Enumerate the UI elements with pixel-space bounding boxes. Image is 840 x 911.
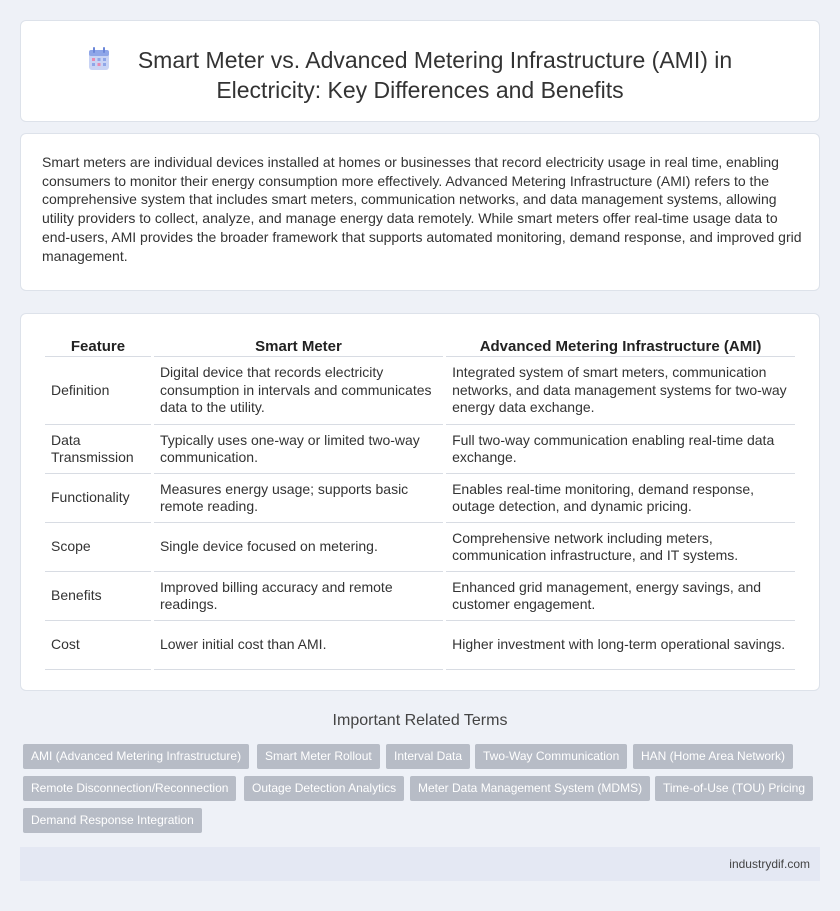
cell-feature: Data Transmission — [45, 425, 151, 474]
related-term-tag[interactable]: Remote Disconnection/Reconnection — [23, 776, 236, 801]
header-feature: Feature — [45, 334, 151, 357]
cell-smart-meter: Single device focused on metering. — [154, 523, 443, 572]
intro-card — [20, 133, 820, 291]
related-term-tag[interactable]: Demand Response Integration — [23, 808, 202, 833]
related-term-tag[interactable]: Smart Meter Rollout — [257, 744, 380, 769]
cell-ami: Integrated system of smart meters, communication networks, and data management systems for two-way energy data exchange. — [446, 357, 795, 425]
table-row — [45, 425, 795, 474]
comparison-card — [20, 313, 820, 691]
related-term-tag[interactable]: Interval Data — [386, 744, 470, 769]
table-row — [45, 357, 795, 425]
page-title: Smart Meter vs. Advanced Metering Infrastructure (AMI) in Electricity: Key Differences and Benefits — [137, 47, 733, 103]
related-term-tag[interactable]: AMI (Advanced Metering Infrastructure) — [23, 744, 249, 769]
cell-feature: Functionality — [45, 474, 151, 523]
table-row — [45, 621, 795, 670]
cell-feature: Scope — [45, 523, 151, 572]
intro-paragraph: Smart meters are individual devices installed at homes or businesses that record electricity usage in real time, enabling consumers to monitor their energy consumption more effectively. Advanced Metering Infrastructure (AMI) refers to the comprehensive system that includes smart meters, communication networks, and data management systems, allowing utility providers to collect, analyze, and manage energy data remotely. While smart meters offer real-time usage data to end-users, AMI provides the broader framework that supports automated monitoring, demand response, and improved grid management. — [42, 154, 802, 264]
title-card — [20, 20, 820, 122]
footer — [20, 847, 820, 881]
related-term-tag[interactable]: Outage Detection Analytics — [244, 776, 404, 801]
cell-feature: Benefits — [45, 572, 151, 621]
header-ami: Advanced Metering Infrastructure (AMI) — [446, 334, 795, 357]
table-row — [45, 474, 795, 523]
cell-smart-meter: Typically uses one-way or limited two-way communication. — [154, 425, 443, 474]
table-row — [45, 572, 795, 621]
related-term-tag[interactable]: Two-Way Communication — [475, 744, 627, 769]
cell-smart-meter: Measures energy usage; supports basic remote reading. — [154, 474, 443, 523]
table-row — [45, 523, 795, 572]
footer-site-link[interactable]: industrydif.com — [729, 857, 810, 871]
cell-feature: Cost — [45, 621, 151, 670]
cell-ami: Higher investment with long-term operational savings. — [446, 621, 795, 670]
related-term-tag[interactable]: Meter Data Management System (MDMS) — [410, 776, 650, 801]
cell-smart-meter: Lower initial cost than AMI. — [154, 621, 443, 670]
cell-smart-meter: Digital device that records electricity consumption in intervals and communicates data to the utility. — [154, 357, 443, 425]
cell-ami: Enhanced grid management, energy savings, and customer engagement. — [446, 572, 795, 621]
comparison-table — [42, 334, 798, 670]
related-term-tag[interactable]: Time-of-Use (TOU) Pricing — [655, 776, 813, 801]
header-smart-meter: Smart Meter — [154, 334, 443, 357]
cell-ami: Full two-way communication enabling real-time data exchange. — [446, 425, 795, 474]
cell-ami: Comprehensive network including meters, communication infrastructure, and IT systems. — [446, 523, 795, 572]
table-header-row — [45, 334, 795, 357]
cell-smart-meter: Improved billing accuracy and remote readings. — [154, 572, 443, 621]
cell-feature: Definition — [45, 357, 151, 425]
related-terms-title: Important Related Terms — [332, 712, 508, 729]
cell-ami: Enables real-time monitoring, demand response, outage detection, and dynamic pricing. — [446, 474, 795, 523]
related-term-tag[interactable]: HAN (Home Area Network) — [633, 744, 793, 769]
